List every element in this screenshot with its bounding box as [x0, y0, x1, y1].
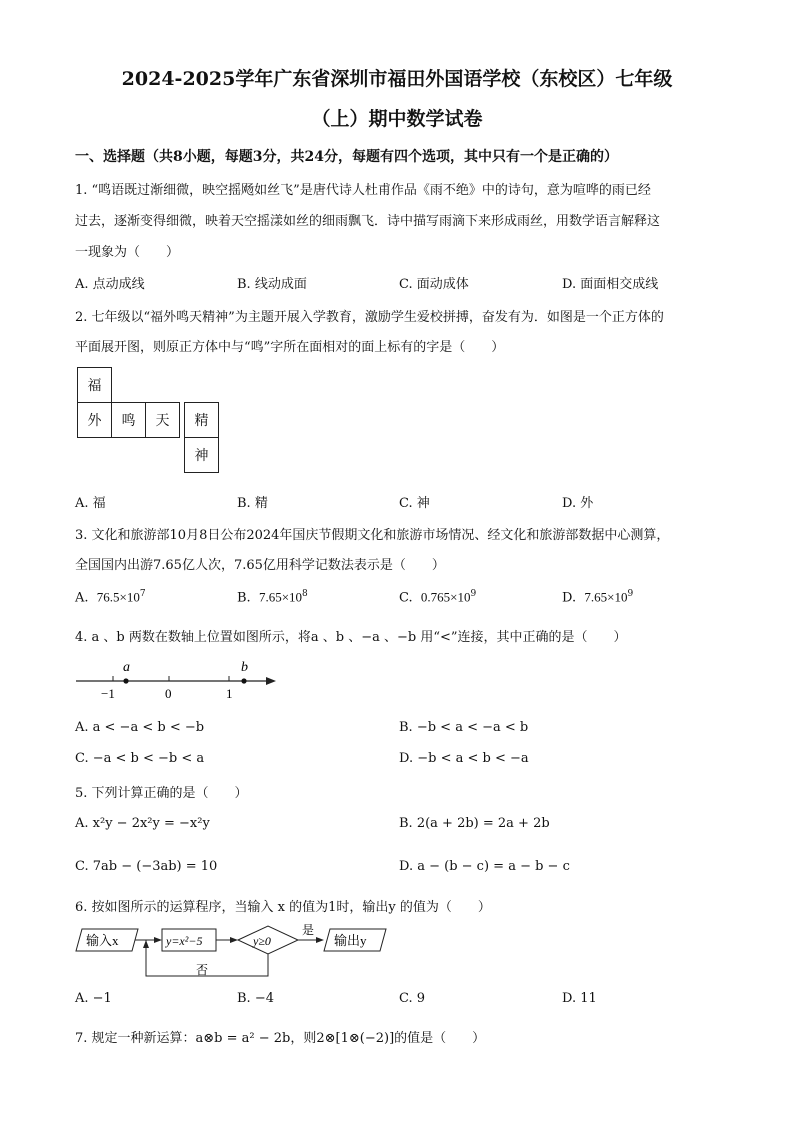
page-title: 2024-2025学年广东省深圳市福田外国语学校（东校区）七年级 [121, 68, 673, 90]
arrow-icon [316, 937, 324, 943]
label-a: a [123, 660, 130, 675]
q1-option-c: C. 面动成体 [399, 277, 469, 292]
net-cell-tian: 天 [145, 402, 180, 438]
q4-option-b: B. −b < a < −a < b [399, 720, 529, 735]
q4-option-d: D. −b < a < b < −a [399, 751, 529, 766]
net-cell-wai: 外 [77, 402, 112, 438]
tick-label-1: 1 [226, 686, 233, 701]
flowchart [72, 922, 392, 984]
q7-line1: 7. 规定一种新运算：a⊗b = a² − 2b，则2⊗[1⊗(−2)]的值是（ ） [75, 1031, 486, 1046]
q5-option-a: A. x²y − 2x²y = −x²y [75, 816, 210, 831]
q2-line2: 平面展开图，则原正方体中与“鸣”字所在面相对的面上标有的字是（ ） [75, 340, 505, 355]
tick-label-0: 0 [165, 686, 172, 701]
q6-line1: 6. 按如图所示的运算程序，当输入 x 的值为1时，输出y 的值为（ ） [75, 900, 491, 915]
q6-option-c: C. 9 [399, 991, 426, 1006]
q3-line1: 3. 文化和旅游部10月8日公布2024年国庆节假期文化和旅游市场情况、经文化和旅游部数据中心测算， [75, 528, 670, 543]
point-b [241, 678, 246, 683]
q2-option-d: D. 外 [562, 496, 594, 511]
net-cell-fu: 福 [77, 367, 112, 403]
q3-option-d: D. $7.65\times 10^9$ [562, 589, 634, 606]
input-label: 输入x [86, 933, 119, 948]
formula-label: y=x²−5 [166, 934, 203, 948]
output-label: 输出y [334, 933, 367, 948]
q6-option-a: A. −1 [75, 991, 112, 1006]
q4-line1: 4. a 、b 两数在数轴上位置如图所示，将a 、b 、−a 、−b 用“<”连接，其中正确的是（ ） [75, 630, 627, 645]
yes-label: 是 [302, 923, 315, 937]
q2-option-c: C. 神 [399, 496, 430, 511]
q3-option-c: C. $0.765\times 10^9$ [399, 589, 477, 606]
q5-line1: 5. 下列计算正确的是（ ） [75, 786, 248, 801]
section-heading: 一、选择题（共8小题，每题3分，共24分，每题有四个选项，其中只有一个是正确的） [75, 149, 618, 165]
q2-option-a: A. 福 [75, 496, 106, 511]
q6-option-b: B. −4 [237, 991, 274, 1006]
label-b: b [241, 660, 248, 675]
q3-option-a: A. $76.5\times 10^7$ [75, 589, 146, 606]
arrow-icon [230, 937, 238, 943]
q4-option-c: C. −a < b < −b < a [75, 751, 205, 766]
q5-option-c: C. 7ab − (−3ab) = 10 [75, 859, 218, 874]
q5-option-d: D. a − (b − c) = a − b − c [399, 859, 570, 874]
q1-line2: 过去，逐渐变得细微，映着天空摇漾如丝的细雨飘飞．诗中描写雨滴下来形成雨丝，用数学语言解释这 [75, 214, 661, 229]
arrow-icon [143, 940, 149, 948]
arrow-icon [154, 937, 162, 943]
arrow-icon [266, 677, 276, 685]
q2-line1: 2. 七年级以“福外鸣天精神”为主题开展入学教育，激励学生爱校拼搏，奋发有为．如图是一个正方体的 [75, 310, 664, 325]
q1-option-b: B. 线动成面 [237, 277, 307, 292]
q4-option-a: A. a < −a < b < −b [75, 720, 205, 735]
tick-label-neg1: −1 [101, 686, 115, 701]
q3-option-b: B. $7.65\times 10^8$ [237, 589, 308, 606]
net-cell-shen: 神 [184, 437, 219, 473]
q1-line3: 一现象为（ ） [75, 245, 180, 260]
no-label: 否 [196, 963, 209, 977]
q5-option-b: B. 2(a + 2b) = 2a + 2b [399, 816, 550, 831]
page-subtitle: （上）期中数学试卷 [311, 108, 483, 130]
point-a [123, 678, 128, 683]
q1-option-d: D. 面面相交成线 [562, 277, 659, 292]
condition-label: y≥0 [253, 934, 271, 948]
net-cell-jing: 精 [184, 402, 219, 438]
q2-option-b: B. 精 [237, 496, 268, 511]
net-cell-ming: 鸣 [111, 402, 146, 438]
q3-line2: 全国国内出游7.65亿人次，7.65亿用科学记数法表示是（ ） [75, 558, 445, 573]
q1-option-a: A. 点动成线 [75, 277, 145, 292]
q6-option-d: D. 11 [562, 991, 597, 1006]
number-line [70, 656, 290, 704]
q1-line1: 1. “鸣语既过渐细微，映空摇飏如丝飞”是唐代诗人杜甫作品《雨不绝》中的诗句，意为喧哗的雨已经 [75, 183, 651, 198]
